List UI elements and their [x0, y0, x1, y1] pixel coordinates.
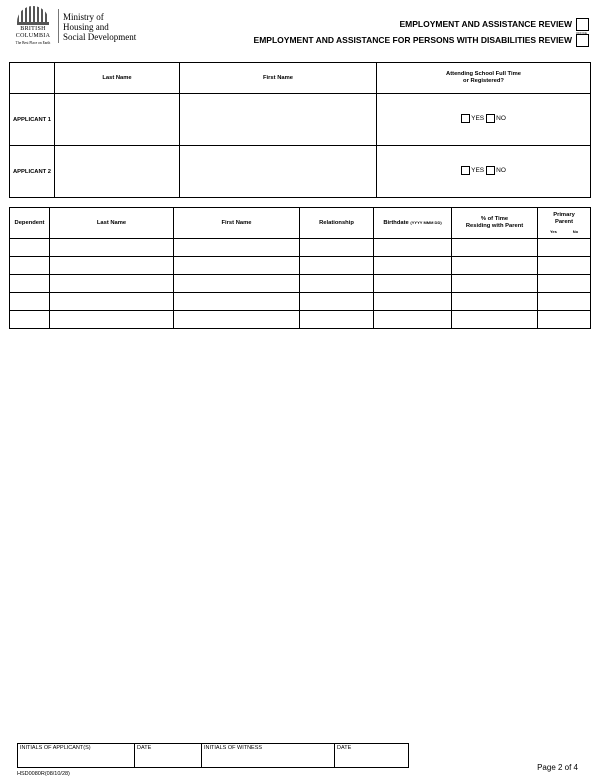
dependent-percent-time-field[interactable] — [452, 311, 538, 329]
dependent-last-name-field[interactable] — [50, 311, 174, 329]
percent-time-line-2: Residing with Parent — [465, 223, 524, 229]
dependent-birthdate-field[interactable] — [374, 293, 452, 311]
initials-applicant-field[interactable]: INITIALS OF APPLICANT(S) — [18, 744, 135, 768]
dependent-birthdate-field[interactable] — [374, 275, 452, 293]
dependent-first-name-field[interactable] — [174, 311, 300, 329]
column-header-attending-school — [377, 63, 591, 94]
dependent-row — [10, 239, 591, 257]
initials-witness-field[interactable]: INITIALS OF WITNESS — [202, 744, 335, 768]
applicant-1-label: APPLICANT 1 — [10, 94, 55, 146]
dependent-last-name-field[interactable] — [50, 239, 174, 257]
dependent-row — [10, 257, 591, 275]
ministry-name — [63, 12, 153, 42]
form-code: HSD0080R(08/10/28) — [17, 771, 70, 777]
column-header-primary-parent — [538, 208, 591, 239]
dependent-percent-time-field[interactable] — [452, 239, 538, 257]
dependent-birthdate-field[interactable] — [374, 311, 452, 329]
review-title-pwd: EMPLOYMENT AND ASSISTANCE FOR PERSONS WITH DISABILITIES REVIEW — [253, 35, 572, 45]
attending-school-label: Attending School Full Time or Registered? — [446, 71, 521, 84]
dependent-primary-parent-field[interactable] — [538, 257, 591, 275]
initials-table — [17, 743, 409, 768]
review-pwd-checkbox[interactable] — [576, 34, 589, 47]
review-ea-checkbox[interactable] — [576, 18, 589, 31]
dependent-dependent-field[interactable] — [10, 293, 50, 311]
dependent-dependent-field[interactable] — [10, 257, 50, 275]
review-title-ea: EMPLOYMENT AND ASSISTANCE REVIEW — [399, 19, 572, 29]
applicant-row — [10, 146, 591, 198]
applicant-2-yes-checkbox[interactable] — [461, 166, 470, 175]
applicant-2-label: APPLICANT 2 — [10, 146, 55, 198]
dependent-percent-time-field[interactable] — [452, 257, 538, 275]
column-header-first-name: First Name — [174, 208, 300, 239]
sun-icon — [17, 6, 49, 22]
applicant-2-no-label: NO — [496, 167, 506, 174]
dependent-row — [10, 293, 591, 311]
primary-parent-line-2: Parent — [554, 218, 574, 225]
column-header-percent-time — [452, 208, 538, 239]
applicant-2-last-name-field[interactable] — [55, 146, 180, 198]
dependent-dependent-field[interactable] — [10, 239, 50, 257]
office-use-label: OFFICE — [576, 30, 587, 35]
applicant-2-yes-label: YES — [471, 167, 485, 174]
dependent-first-name-field[interactable] — [174, 239, 300, 257]
column-header-dependent: Dependent — [10, 208, 50, 239]
dependent-dependent-field[interactable] — [10, 311, 50, 329]
logo-line-1: BRITISH — [20, 26, 46, 32]
logo-line-2: COLUMBIA — [15, 33, 51, 39]
applicant-1-school-options — [461, 114, 506, 123]
percent-time-line-1: % of Time — [480, 216, 509, 222]
dependent-relationship-field[interactable] — [300, 257, 374, 275]
column-header-last-name: Last Name — [55, 63, 180, 94]
column-header-birthdate — [374, 208, 452, 239]
applicant-header-row — [10, 63, 591, 94]
dependent-first-name-field[interactable] — [174, 257, 300, 275]
applicant-1-yes-label: YES — [471, 115, 485, 122]
dependent-first-name-field[interactable] — [174, 293, 300, 311]
applicant-2-school-options — [461, 166, 506, 175]
dependent-row — [10, 311, 591, 329]
dependent-rows — [10, 239, 591, 329]
initials-row — [18, 744, 409, 768]
dependent-dependent-field[interactable] — [10, 275, 50, 293]
date-witness-field[interactable]: DATE — [335, 744, 409, 768]
bc-logo — [10, 6, 56, 46]
ministry-line-1: Ministry of — [63, 12, 104, 22]
applicant-table — [9, 62, 591, 198]
dependent-table — [9, 207, 591, 329]
applicant-1-no-label: NO — [496, 115, 506, 122]
applicant-1-yes-checkbox[interactable] — [461, 114, 470, 123]
dependent-relationship-field[interactable] — [300, 275, 374, 293]
primary-parent-yes-label: Yes — [549, 228, 557, 234]
ministry-line-2: Housing and — [63, 22, 109, 32]
ministry-line-3: Social Development — [63, 32, 137, 42]
applicant-corner-cell — [10, 63, 55, 94]
dependent-first-name-field[interactable] — [174, 275, 300, 293]
applicant-row — [10, 94, 591, 146]
dependent-relationship-field[interactable] — [300, 293, 374, 311]
dependent-relationship-field[interactable] — [300, 311, 374, 329]
dependent-last-name-field[interactable] — [50, 257, 174, 275]
logo-tagline: The Best Place on Earth — [15, 41, 51, 45]
birthdate-format: (YYYY MMM DD) — [410, 220, 442, 225]
primary-parent-no-label: No — [572, 228, 579, 234]
applicant-1-no-checkbox[interactable] — [486, 114, 495, 123]
dependent-header-row — [10, 208, 591, 239]
dependent-row — [10, 275, 591, 293]
applicant-2-no-checkbox[interactable] — [486, 166, 495, 175]
dependent-percent-time-field[interactable] — [452, 275, 538, 293]
wave-icon — [17, 22, 49, 25]
dependent-birthdate-field[interactable] — [374, 239, 452, 257]
column-header-last-name: Last Name — [50, 208, 174, 239]
birthdate-label: Birthdate — [383, 220, 409, 226]
dependent-relationship-field[interactable] — [300, 239, 374, 257]
dependent-primary-parent-field[interactable] — [538, 311, 591, 329]
date-applicant-field[interactable]: DATE — [135, 744, 202, 768]
dependent-last-name-field[interactable] — [50, 293, 174, 311]
dependent-primary-parent-field[interactable] — [538, 293, 591, 311]
logo-divider — [58, 9, 59, 43]
applicant-2-first-name-field[interactable] — [180, 146, 377, 198]
applicant-1-first-name-field[interactable] — [180, 94, 377, 146]
dependent-birthdate-field[interactable] — [374, 257, 452, 275]
applicant-1-last-name-field[interactable] — [55, 94, 180, 146]
dependent-last-name-field[interactable] — [50, 275, 174, 293]
primary-parent-line-1: Primary — [553, 211, 575, 218]
dependent-primary-parent-field[interactable] — [538, 239, 591, 257]
column-header-relationship: Relationship — [300, 208, 374, 239]
page-number: Page 2 of 4 — [537, 763, 578, 772]
applicant-1-school-cell — [377, 94, 591, 146]
dependent-percent-time-field[interactable] — [452, 293, 538, 311]
applicant-2-school-cell — [377, 146, 591, 198]
dependent-primary-parent-field[interactable] — [538, 275, 591, 293]
column-header-first-name: First Name — [180, 63, 377, 94]
primary-parent-options — [538, 228, 590, 235]
